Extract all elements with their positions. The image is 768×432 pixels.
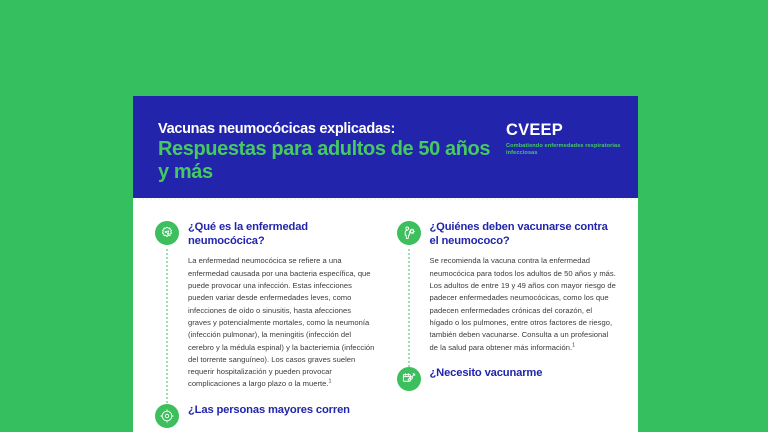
dotted-connector (166, 248, 168, 405)
qa-block-do-i-need-vaccine (397, 366, 617, 380)
qa-block-what-is-pneumococcal (155, 220, 375, 391)
column-right (397, 220, 617, 424)
qa-question: ¿Las personas mayores corren (188, 403, 350, 416)
page-title: Respuestas para adultos de 50 años y más (158, 138, 491, 184)
qa-answer-text: La enfermedad neumocócica se refiere a una enfermedad causada por una bacteria específica, que puede provocar una infección. Estas infecciones pueden variar desde enfermedades leves, como infecciones de oído o sinusitis, hasta afecciones graves y potencialmente mortales, como la neumonía (infección pulmonar), la meningitis (infección del cerebro y la médula espinal) y la bacteriemia (infección del torrente sanguíneo). Los casos graves suelen requerir hospitalización y pueden provocar complicaciones a largo plazo o la muerte. (188, 256, 375, 389)
qa-answer (430, 255, 617, 353)
qa-question: ¿Qué es la enfermedad neumocócica? (188, 221, 308, 248)
document-header (133, 96, 638, 198)
bacteria-icon (155, 221, 179, 245)
brand-name: CVEEP (506, 121, 563, 139)
content-columns (133, 198, 638, 424)
qa-footnote-marker: 1 (328, 378, 332, 385)
brand-tagline: Combatiendo enfermedades respiratorias infecciosas (506, 142, 621, 157)
qa-question: ¿Necesito vacunarme (429, 366, 543, 379)
header-title-block (158, 121, 498, 185)
elderly-risk-icon (155, 404, 179, 428)
person-vaccine-icon (397, 221, 421, 245)
qa-answer (188, 255, 375, 390)
qa-block-who-should-vaccinate (397, 220, 617, 354)
column-left (155, 220, 375, 424)
qa-block-older-adults-risk (155, 403, 375, 417)
document-sheet (133, 96, 638, 432)
qa-answer-text: Se recomienda la vacuna contra la enfermedad neumocócica para todos los adultos de 50 años y más. Los adultos de entre 19 y 49 años con mayor riesgo de padecer enfermedades neumocócicas, como los que padecen enfermedades crónicas del corazón, el hígado o los pulmones, entre otros factores de riesgo, también deben vacunarse. Consulta a un profesional de la salud para obtener más información. (429, 256, 616, 352)
syringe-calendar-icon (397, 367, 421, 391)
qa-footnote-marker: 1 (572, 341, 576, 348)
header-eyebrow: Vacunas neumocócicas explicadas: (158, 121, 396, 137)
dotted-connector (408, 248, 410, 368)
brand-logo (498, 121, 638, 158)
qa-question: ¿Quiénes deben vacunarse contra el neumococo? (429, 221, 608, 248)
